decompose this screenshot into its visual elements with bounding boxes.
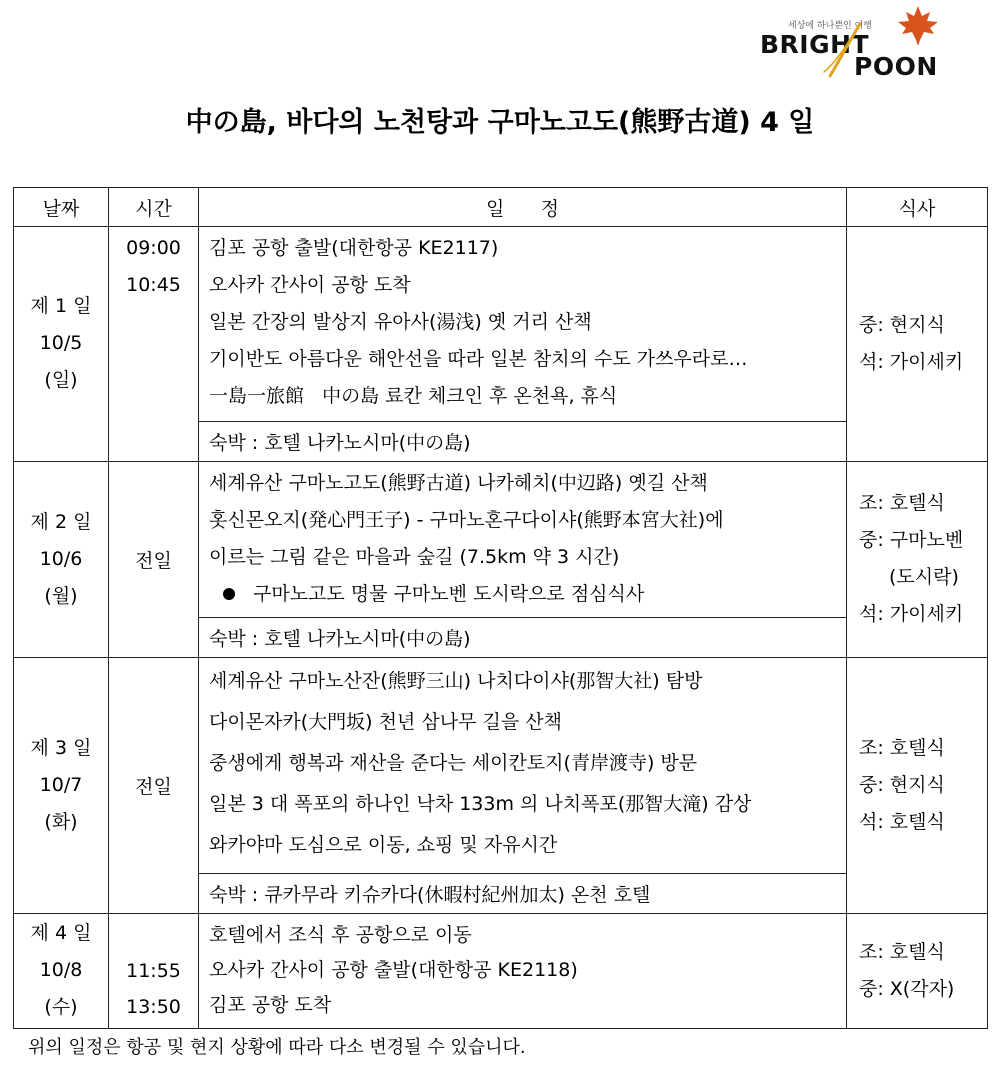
day1-meal-cell — [847, 227, 988, 462]
day3-meal-3: 석: 호텔식 — [859, 810, 945, 833]
day4-schedule-1: 호텔에서 조식 후 공항으로 이동 — [209, 924, 472, 947]
day2-schedule-cell — [199, 461, 847, 618]
itinerary-table — [13, 187, 988, 1029]
footnote: 위의 일정은 항공 및 현지 상황에 따라 다소 변경될 수 있습니다. — [28, 1037, 526, 1058]
day2-meal-3: (도시락) — [889, 566, 959, 589]
day1-schedule-cell — [199, 227, 847, 422]
day4-time-2: 13:50 — [126, 996, 181, 1018]
day2-bullet-text: 구마노고도 명물 구마노벤 도시락으로 점심식사 — [253, 582, 645, 605]
day4-label: 제 4 일 — [30, 922, 92, 945]
day2-hotel: 숙박 : 호텔 나카노시마(中の島) — [199, 618, 847, 658]
header-time: 시간 — [109, 188, 199, 227]
day4-time-cell — [109, 913, 199, 1028]
day2-schedule-1: 세계유산 구마노고도(熊野古道) 나카헤치(中辺路) 옛길 산책 — [209, 471, 708, 494]
day1-schedule-2: 오사카 간사이 공항 도착 — [209, 274, 411, 296]
day1-meal-2: 석: 가이세키 — [859, 350, 964, 373]
day1-hotel: 숙박 : 호텔 나카노시마(中の島) — [199, 421, 847, 461]
header-schedule: 일 정 — [199, 188, 847, 227]
day3-meal-1: 조: 호텔식 — [859, 736, 945, 759]
day1-schedule-5: 一島一旅館 中の島 료칸 체크인 후 온천욕, 휴식 — [209, 385, 618, 407]
bullet-icon — [223, 588, 235, 600]
day3-weekday: (화) — [44, 810, 78, 833]
day4-meal-cell — [847, 913, 988, 1028]
day1-weekday: (일) — [44, 369, 78, 392]
header-meal: 식사 — [847, 188, 988, 227]
day3-schedule-1: 세계유산 구마노산잔(熊野三山) 나치다이샤(那智大社) 탐방 — [209, 670, 703, 693]
page-title: 中の島, 바다의 노천탕과 구마노고도(熊野古道) 4 일 — [185, 107, 815, 138]
day3-schedule-2: 다이몬자카(大門坂) 천년 삼나무 길을 산책 — [209, 711, 562, 734]
table-row-day3 — [14, 658, 988, 873]
day2-weekday: (월) — [44, 584, 78, 607]
day1-time-cell — [109, 227, 199, 462]
day4-date: 10/8 — [39, 959, 83, 982]
logo-word-bright: BRIGHT — [760, 30, 870, 59]
day2-label: 제 2 일 — [30, 510, 92, 533]
table-row-day1 — [14, 227, 988, 422]
day1-date: 10/5 — [39, 332, 83, 355]
day3-time-label: 전일 — [135, 775, 172, 798]
day2-time-cell — [109, 461, 199, 658]
day3-schedule-cell — [199, 658, 847, 873]
day2-date: 10/6 — [39, 547, 83, 570]
table-row-day2 — [14, 461, 988, 618]
day3-date: 10/7 — [39, 773, 83, 796]
header-date: 날짜 — [14, 188, 109, 227]
day4-date-cell — [14, 913, 109, 1028]
day3-date-cell — [14, 658, 109, 913]
logo-tagline: 세상에 하나뿐인 여행 — [788, 21, 872, 31]
day1-label: 제 1 일 — [30, 295, 92, 318]
day2-meal-4: 석: 가이세키 — [859, 603, 964, 626]
day1-meal-1: 중: 현지식 — [859, 313, 945, 336]
maple-leaf-icon — [896, 4, 940, 46]
day3-meal-2: 중: 현지식 — [859, 773, 945, 796]
day2-schedule-2: 홋신몬오지(発心門王子) - 구마노혼구다이샤(熊野本宮大社)에 — [209, 508, 724, 531]
day4-schedule-cell — [199, 913, 847, 1028]
day3-time-cell — [109, 658, 199, 913]
day1-date-cell — [14, 227, 109, 462]
day3-label: 제 3 일 — [30, 736, 92, 759]
day4-time-1: 11:55 — [126, 960, 181, 982]
day1-schedule-1: 김포 공항 출발(대한항공 KE2117) — [209, 237, 499, 259]
day1-schedule-3: 일본 간장의 발상지 유아사(湯浅) 옛 거리 산책 — [209, 311, 592, 333]
day3-hotel: 숙박 : 큐카무라 키슈카다(休暇村紀州加太) 온천 호텔 — [199, 873, 847, 913]
day2-bullet-item — [209, 576, 836, 613]
day1-time-1: 09:00 — [126, 237, 181, 259]
day4-schedule-2: 오사카 간사이 공항 출발(대한항공 KE2118) — [209, 959, 578, 982]
day2-meal-cell — [847, 461, 988, 658]
day3-meal-cell — [847, 658, 988, 913]
table-row-day4 — [14, 913, 988, 1028]
day4-weekday: (수) — [44, 996, 78, 1019]
day4-meal-2: 중: X(각자) — [859, 977, 955, 1000]
day1-time-2: 10:45 — [126, 274, 181, 296]
day2-meal-1: 조: 호텔식 — [859, 492, 945, 515]
day2-schedule-3: 이르는 그림 같은 마을과 숲길 (7.5km 약 3 시간) — [209, 545, 620, 568]
day4-schedule-3: 김포 공항 도착 — [209, 994, 332, 1017]
table-header-row — [14, 188, 988, 227]
day2-time-label: 전일 — [135, 549, 172, 572]
logo-word-poon: POON — [854, 52, 938, 81]
day4-meal-1: 조: 호텔식 — [859, 940, 945, 963]
day3-schedule-5: 와카야마 도심으로 이동, 쇼핑 및 자유시간 — [209, 834, 558, 857]
day3-schedule-3: 중생에게 행복과 재산을 준다는 세이칸토지(青岸渡寺) 방문 — [209, 752, 698, 775]
day1-schedule-4: 기이반도 아름다운 해안선을 따라 일본 참치의 수도 가쓰우라로… — [209, 348, 748, 370]
day3-schedule-4: 일본 3 대 폭포의 하나인 낙차 133m 의 나치폭포(那智大滝) 감상 — [209, 793, 752, 816]
day2-date-cell — [14, 461, 109, 658]
day2-meal-2: 중: 구마노벤 — [859, 529, 964, 552]
brand-logo — [758, 4, 948, 80]
